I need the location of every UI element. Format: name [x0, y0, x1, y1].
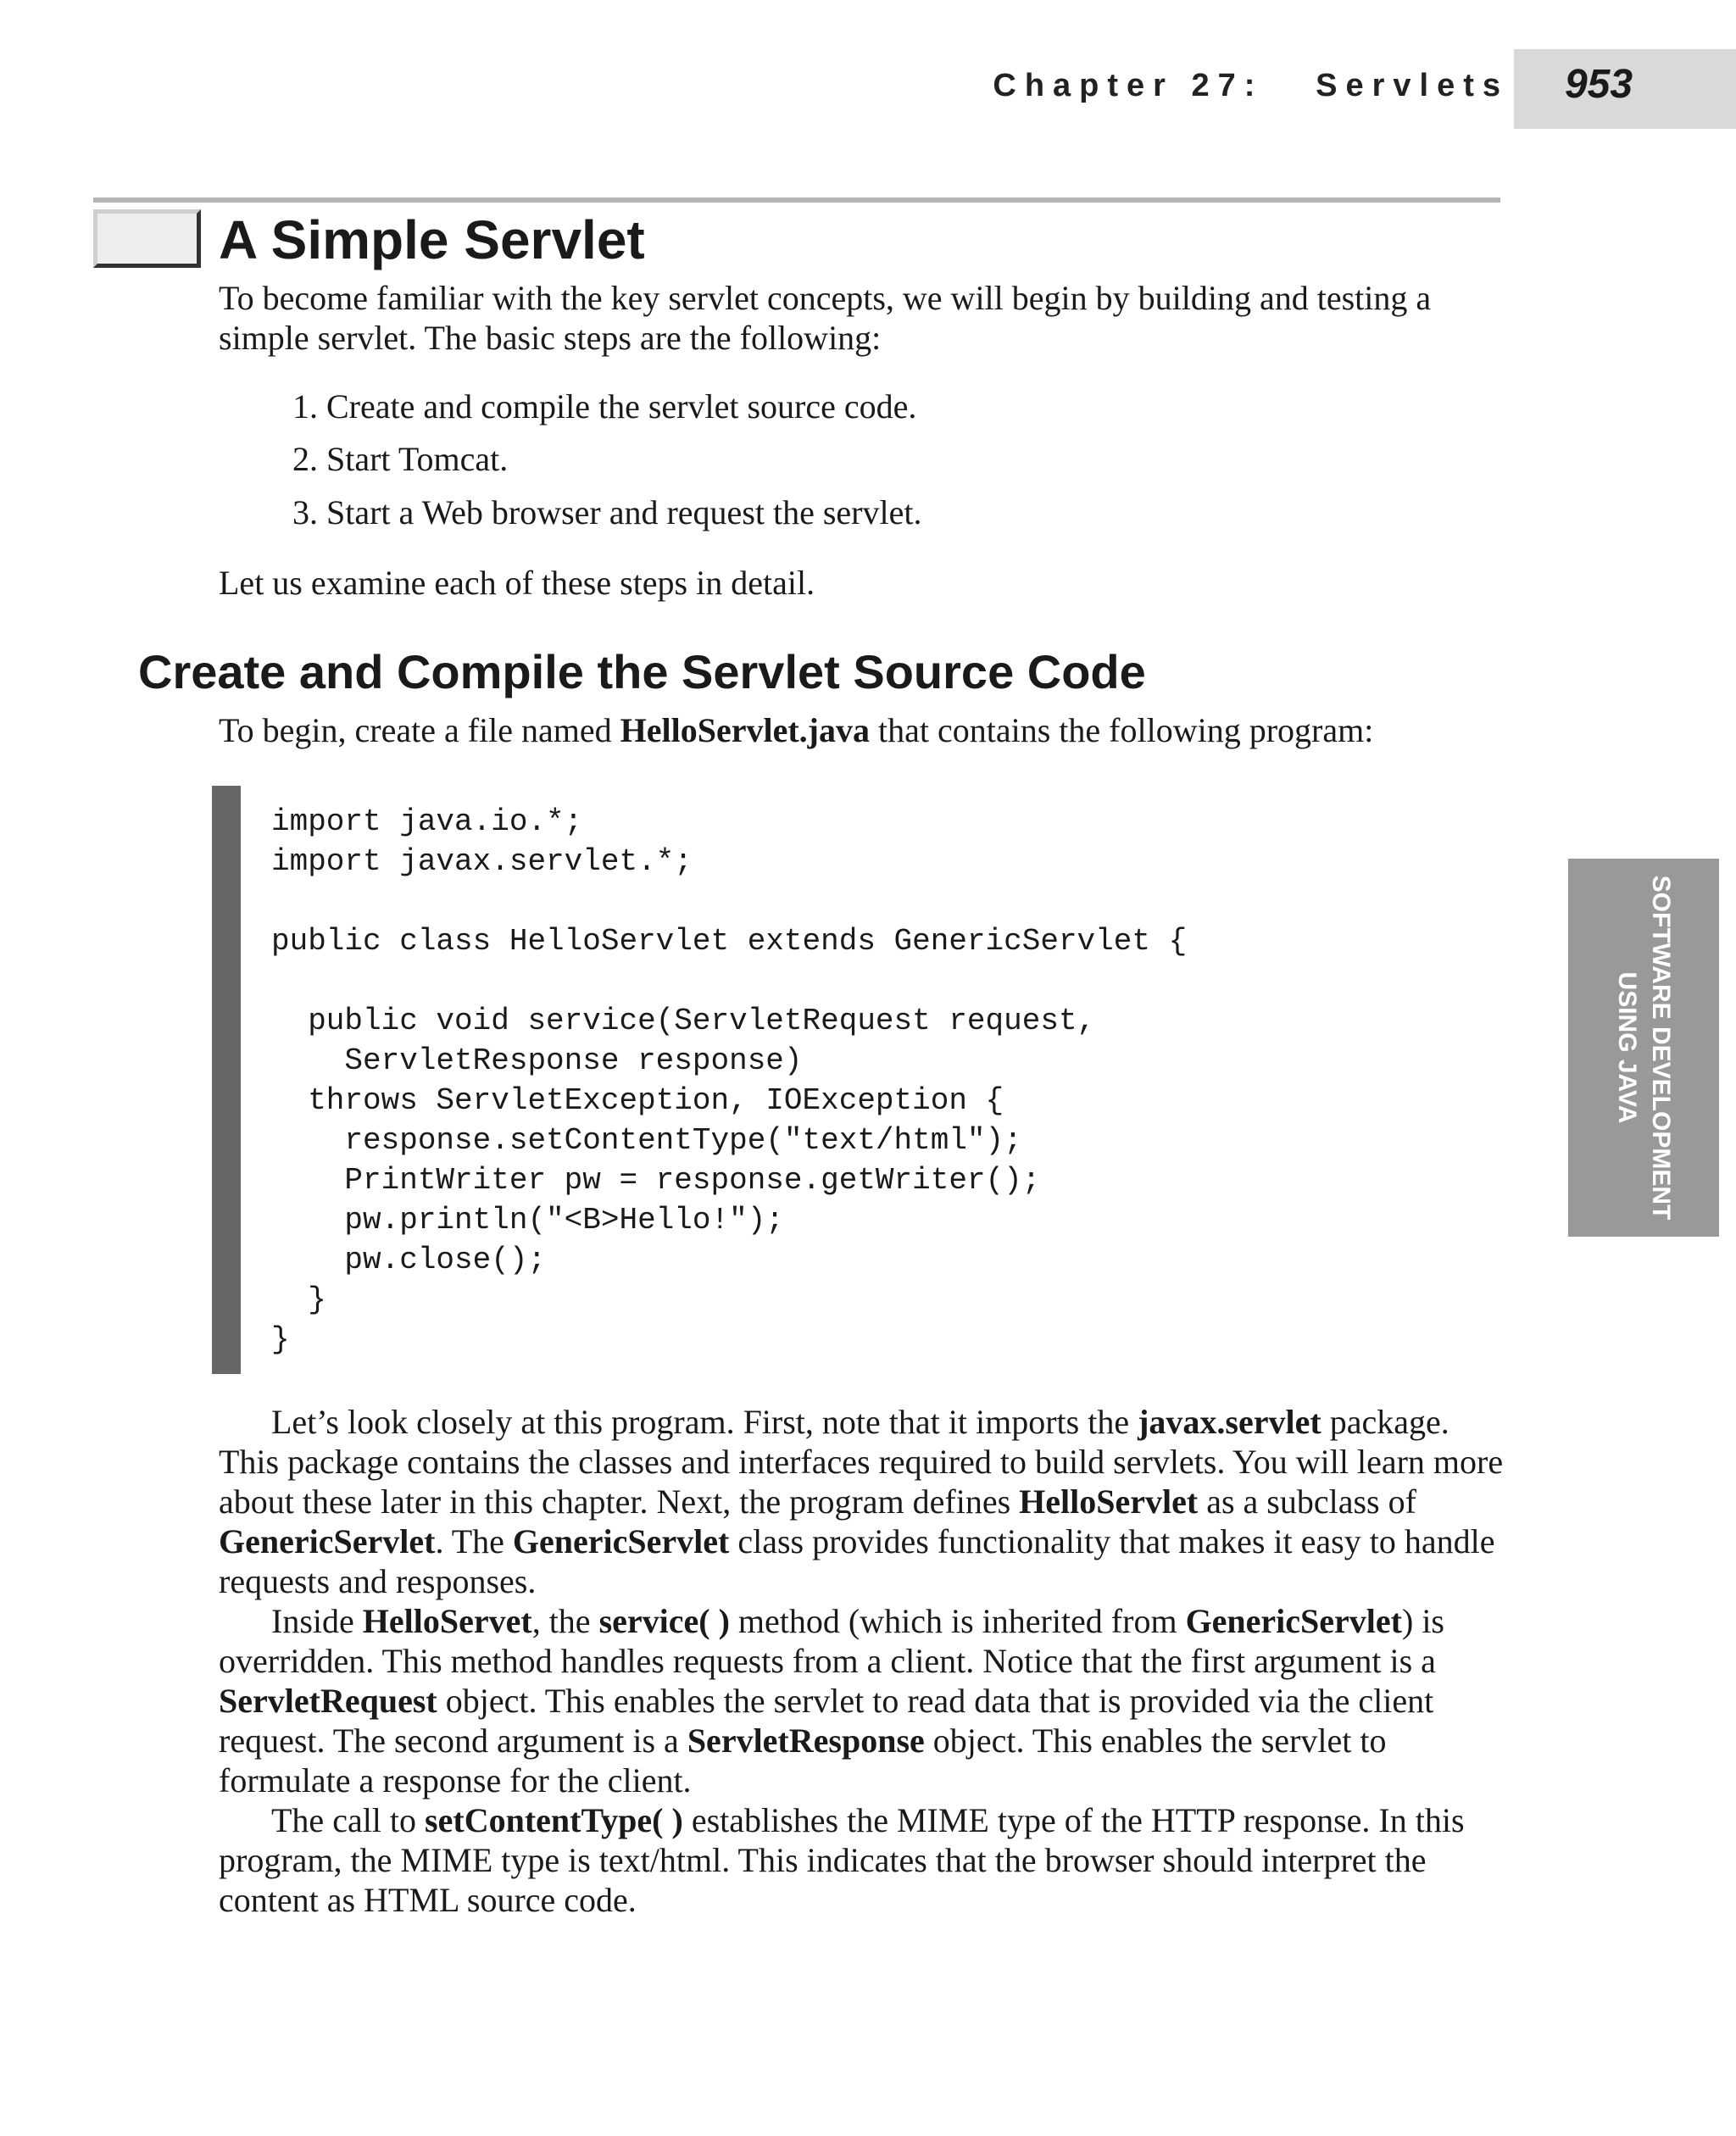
p2-bold-2: service( ) — [598, 1602, 730, 1640]
steps-followup: Let us examine each of these steps in detail. — [219, 564, 815, 602]
subsection-title: Create and Compile the Servlet Source Code — [138, 645, 1146, 698]
p1-text-1: Let’s look closely at this program. First, note that it imports the — [271, 1403, 1138, 1441]
section-intro: To become familiar with the key servlet concepts, we will begin by building and testing a simple servlet. The basic steps are the following: — [219, 279, 1432, 357]
intro-text-before: To begin, create a file named — [219, 711, 620, 749]
chapter-side-tab — [1568, 859, 1719, 1237]
section-title: A Simple Servlet — [219, 209, 645, 270]
p1-bold-2: HelloServlet — [1019, 1482, 1199, 1521]
body-paragraph-1 — [219, 1402, 1511, 1601]
p2-text-6: object. This enables the servlet to formulate a response for the client. — [219, 1722, 1387, 1799]
p2-bold-5: ServletResponse — [687, 1722, 925, 1760]
step-3: 3. Start a Web browser and request the servlet. — [292, 493, 922, 531]
p3-bold-1: setContentType( ) — [425, 1801, 683, 1839]
subsection-intro — [219, 710, 1524, 750]
side-tab-line-1: SOFTWARE DEVELOPMENT — [1647, 875, 1675, 1221]
p1-text-2: package. This package contains the classes and interfaces required to build servlets. You will learn more about these later in this chapter. Next, the program defines — [219, 1403, 1504, 1521]
p2-text-4: ) is overridden. This method handles requests from a client. Notice that the first argument is a — [219, 1602, 1444, 1680]
p2-text-5: object. This enables the servlet to read data that is provided via the client request. The second argument is a — [219, 1682, 1434, 1760]
p1-bold-3: GenericServlet — [219, 1522, 436, 1560]
side-tab-label — [1610, 859, 1678, 1237]
page-number: 953 — [1564, 62, 1633, 107]
step-1: 1. Create and compile the servlet source code. — [292, 387, 917, 426]
p1-text-5: class provides functionality that makes it easy to handle requests and responses. — [219, 1522, 1495, 1600]
p1-text-3: as a subclass of — [1198, 1482, 1416, 1521]
intro-filename: HelloServlet.java — [620, 711, 870, 749]
p1-bold-4: GenericServlet — [512, 1522, 730, 1560]
side-tab-line-2: USING JAVA — [1613, 971, 1641, 1124]
p3-text-1: The call to — [271, 1801, 426, 1839]
p2-bold-4: ServletRequest — [219, 1682, 437, 1720]
p2-text-2: , the — [531, 1602, 599, 1640]
section-rule — [93, 197, 1500, 203]
intro-text-after: that contains the following program: — [870, 711, 1374, 749]
p3-text-2: establishes the MIME type of the HTTP response. In this program, the MIME type is text/html. This indicates that the browser should interpret the content as HTML source code. — [219, 1801, 1465, 1919]
p2-text-1: Inside — [271, 1602, 363, 1640]
code-sidebar — [212, 786, 241, 1374]
section-marker-box — [93, 209, 201, 268]
code-listing: import java.io.*; import javax.servlet.*; public class HelloServlet extends GenericServlet { public void service(ServletRequest request, ServletResponse response) throws ServletException, IOException { response.setContentType("text/html"); PrintWriter pw = response.getWriter(); pw.println("<B>Hello!"); pw.close(); } } — [271, 804, 1188, 1357]
p2-text-3: method (which is inherited from — [729, 1602, 1186, 1640]
p2-bold-3: GenericServlet — [1185, 1602, 1402, 1640]
p1-bold-1: javax.servlet — [1138, 1403, 1321, 1441]
running-header: Chapter 27: Servlets — [993, 68, 1509, 103]
body-paragraph-3 — [219, 1800, 1511, 1920]
step-2: 2. Start Tomcat. — [292, 440, 509, 478]
body-paragraph-2 — [219, 1601, 1511, 1800]
p1-text-4: . The — [435, 1522, 513, 1560]
p2-bold-1: HelloServet — [362, 1602, 532, 1640]
